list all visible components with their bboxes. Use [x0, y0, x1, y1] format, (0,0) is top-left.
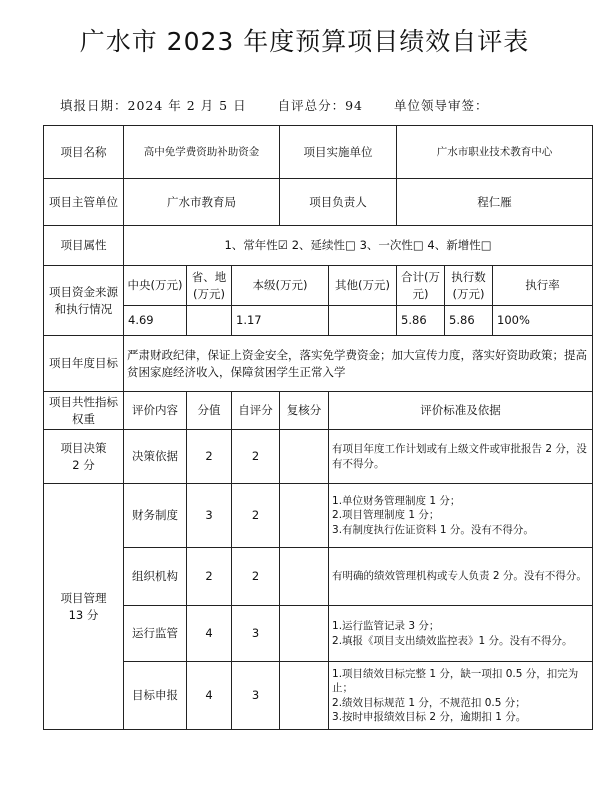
decision-recheck [280, 430, 329, 484]
funds-value: 5.86 [445, 306, 493, 336]
management-score: 4 [187, 606, 232, 662]
attr-label: 项目属性 [44, 226, 124, 266]
goal-label: 项目年度目标 [44, 336, 124, 392]
management-criteria: 1.运行监管记录 3 分； 2.填报《项目支出绩效监控表》1 分。没有不得分。 [329, 606, 593, 662]
decision-group: 项目决策 2 分 [44, 430, 124, 484]
funds-value: 5.86 [397, 306, 445, 336]
management-recheck [280, 606, 329, 662]
decision-self-score: 2 [232, 430, 280, 484]
score-header: 分值 [187, 392, 232, 430]
funds-value [329, 306, 397, 336]
funds-header: 省、地(万元) [187, 266, 232, 306]
management-score: 3 [187, 484, 232, 548]
funds-label: 项目资金来源和执行情况 [44, 266, 124, 336]
management-recheck [280, 484, 329, 548]
management-score: 4 [187, 662, 232, 730]
decision-criteria: 有项目年度工作计划或有上级文件或审批报告 2 分，没有不得分。 [329, 430, 593, 484]
funds-value [187, 306, 232, 336]
page-title: 广水市 2023 年度预算项目绩效自评表 [79, 27, 530, 56]
project-name-value: 高中免学费资助补助资金 [124, 126, 280, 179]
management-content: 财务制度 [124, 484, 187, 548]
form-meta [60, 96, 488, 114]
management-criteria: 有明确的绩效管理机构或专人负责 2 分。没有不得分。 [329, 548, 593, 606]
evaluation-table [43, 125, 592, 730]
funds-header: 本级(万元) [232, 266, 329, 306]
indicator-header: 项目共性指标权重 [44, 392, 124, 430]
total-score: 自评总分：94 [277, 98, 363, 113]
management-content: 组织机构 [124, 548, 187, 606]
goal-text: 严肃财政纪律，保证上资金安全，落实免学费资金；加大宣传力度，落实好资助政策；提高贫困家庭经济收入，保障贫困学生正常入学 [124, 336, 593, 392]
leader-review: 单位领导审签： [393, 98, 489, 113]
leader-label: 项目负责人 [280, 179, 397, 226]
management-self-score: 3 [232, 606, 280, 662]
funds-header: 中央(万元) [124, 266, 187, 306]
management-content: 运行监管 [124, 606, 187, 662]
supervisor-label: 项目主管单位 [44, 179, 124, 226]
leader-value: 程仁雁 [397, 179, 593, 226]
management-recheck [280, 548, 329, 606]
management-score: 2 [187, 548, 232, 606]
management-self-score: 2 [232, 484, 280, 548]
funds-header: 合计(万元) [397, 266, 445, 306]
funds-header: 执行数(万元) [445, 266, 493, 306]
funds-header: 其他(万元) [329, 266, 397, 306]
fill-date: 填报日期：2024 年 2 月 5 日 [60, 98, 247, 113]
management-self-score: 2 [232, 548, 280, 606]
management-criteria: 1.单位财务管理制度 1 分； 2.项目管理制度 1 分； 3.有制度执行佐证资料 1 分。没有不得分。 [329, 484, 593, 548]
funds-value: 1.17 [232, 306, 329, 336]
funds-value: 4.69 [124, 306, 187, 336]
funds-header: 执行率 [493, 266, 593, 306]
management-self-score: 3 [232, 662, 280, 730]
project-name-label: 项目名称 [44, 126, 124, 179]
supervisor-value: 广水市教育局 [124, 179, 280, 226]
self-score-header: 自评分 [232, 392, 280, 430]
content-header: 评价内容 [124, 392, 187, 430]
attr-value: 1、常年性☑ 2、延续性□ 3、一次性□ 4、新增性□ [124, 226, 593, 266]
impl-unit-value: 广水市职业技术教育中心 [397, 126, 593, 179]
funds-value: 100% [493, 306, 593, 336]
impl-unit-label: 项目实施单位 [280, 126, 397, 179]
decision-content: 决策依据 [124, 430, 187, 484]
management-recheck [280, 662, 329, 730]
criteria-header: 评价标准及依据 [329, 392, 593, 430]
management-group: 项目管理 13 分 [44, 484, 124, 730]
recheck-header: 复核分 [280, 392, 329, 430]
decision-score: 2 [187, 430, 232, 484]
management-criteria: 1.项目绩效目标完整 1 分，缺一项扣 0.5 分，扣完为止； 2.绩效目标规范 1 分，不规范扣 0.5 分； 3.按时申报绩效目标 2 分，逾期扣 1 分。 [329, 662, 593, 730]
management-content: 目标申报 [124, 662, 187, 730]
